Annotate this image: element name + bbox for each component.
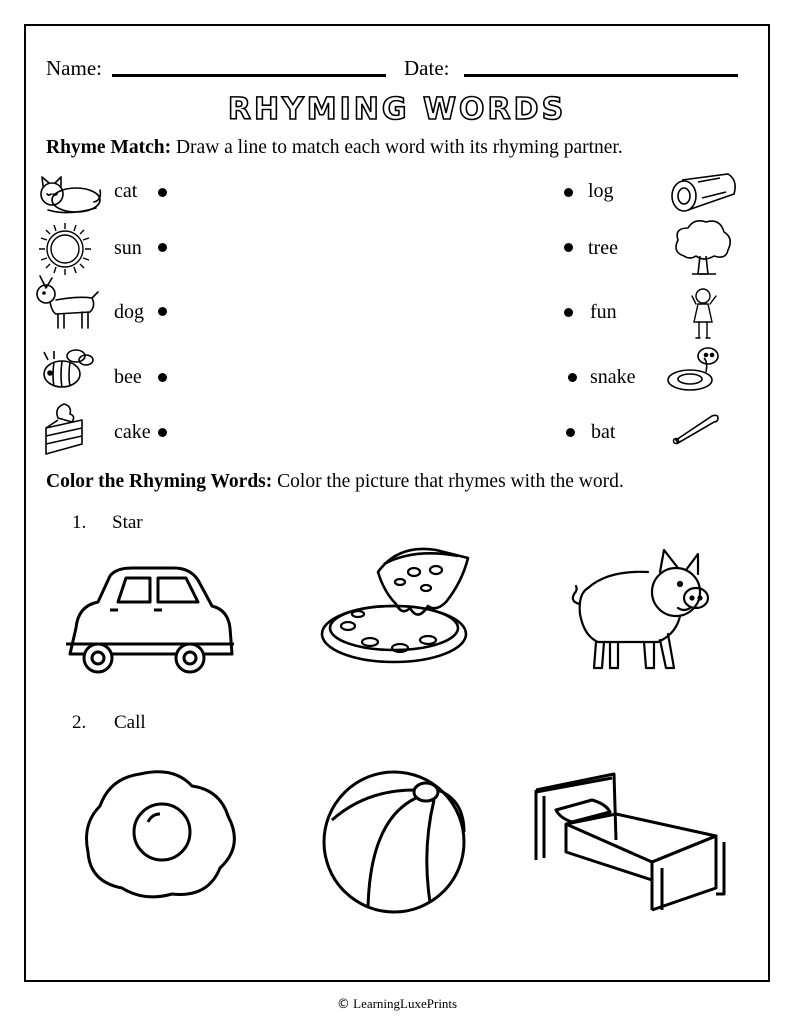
- right-dot-log[interactable]: [564, 188, 573, 197]
- rhyme-match-instruction: Draw a line to match each word with its rhyming partner.: [175, 137, 623, 158]
- dog-icon: [34, 272, 100, 332]
- log-icon: [668, 170, 740, 216]
- bed-icon[interactable]: [532, 770, 736, 916]
- left-word-cat: cat: [114, 180, 138, 202]
- egg-icon[interactable]: [80, 766, 246, 906]
- car-icon[interactable]: [62, 566, 238, 676]
- svg-text:RHYMING WORDS: RHYMING WORDS: [227, 92, 567, 127]
- item-2-number: 2.: [72, 712, 87, 733]
- color-rhyming-instructions: [46, 471, 624, 493]
- left-dot-sun[interactable]: [158, 243, 167, 252]
- tree-icon: [670, 216, 736, 278]
- ball-icon[interactable]: [318, 770, 476, 910]
- left-dot-cat[interactable]: [158, 188, 167, 197]
- color-rhyming-heading: Color the Rhyming Words:: [46, 471, 273, 492]
- sun-icon: [36, 221, 94, 277]
- item-2-word: Call: [114, 712, 146, 733]
- bat-icon: [668, 410, 724, 446]
- left-word-bee: bee: [114, 366, 142, 388]
- left-dot-bee[interactable]: [158, 373, 167, 382]
- right-dot-snake[interactable]: [568, 373, 577, 382]
- right-dot-bat[interactable]: [566, 428, 575, 437]
- girl-icon: [686, 286, 720, 344]
- right-word-fun: fun: [590, 301, 617, 323]
- right-word-tree: tree: [588, 237, 618, 259]
- pig-icon[interactable]: [568, 544, 716, 674]
- name-label: Name:: [46, 56, 102, 80]
- right-word-log: log: [588, 180, 614, 202]
- right-dot-fun[interactable]: [564, 308, 573, 317]
- name-field-line[interactable]: [112, 74, 386, 77]
- right-word-bat: bat: [591, 421, 616, 443]
- copyright-icon: ©: [336, 997, 350, 1012]
- right-dot-tree[interactable]: [564, 243, 573, 252]
- footer-text: LearningLuxePrints: [353, 996, 458, 1011]
- right-word-snake: snake: [590, 366, 636, 388]
- item-1-word: Star: [112, 512, 143, 533]
- worksheet-title: [0, 88, 794, 128]
- footer-credit: [0, 996, 794, 1012]
- date-field-line[interactable]: [464, 74, 738, 77]
- rhyme-match-instructions: [46, 137, 623, 159]
- left-word-dog: dog: [114, 301, 144, 323]
- left-dot-dog[interactable]: [158, 307, 167, 316]
- left-word-cake: cake: [114, 421, 151, 443]
- snake-icon: [664, 346, 726, 394]
- rhyme-match-heading: Rhyme Match:: [46, 137, 172, 158]
- left-dot-cake[interactable]: [158, 428, 167, 437]
- bee-icon: [38, 346, 94, 390]
- left-word-sun: sun: [114, 237, 142, 259]
- cat-icon: [34, 172, 104, 216]
- pizza-icon[interactable]: [318, 542, 476, 666]
- color-rhyming-instruction: Color the picture that rhymes with the word.: [277, 471, 624, 492]
- item-1-number: 1.: [72, 512, 87, 533]
- cake-icon: [42, 400, 90, 458]
- date-label: Date:: [404, 56, 450, 80]
